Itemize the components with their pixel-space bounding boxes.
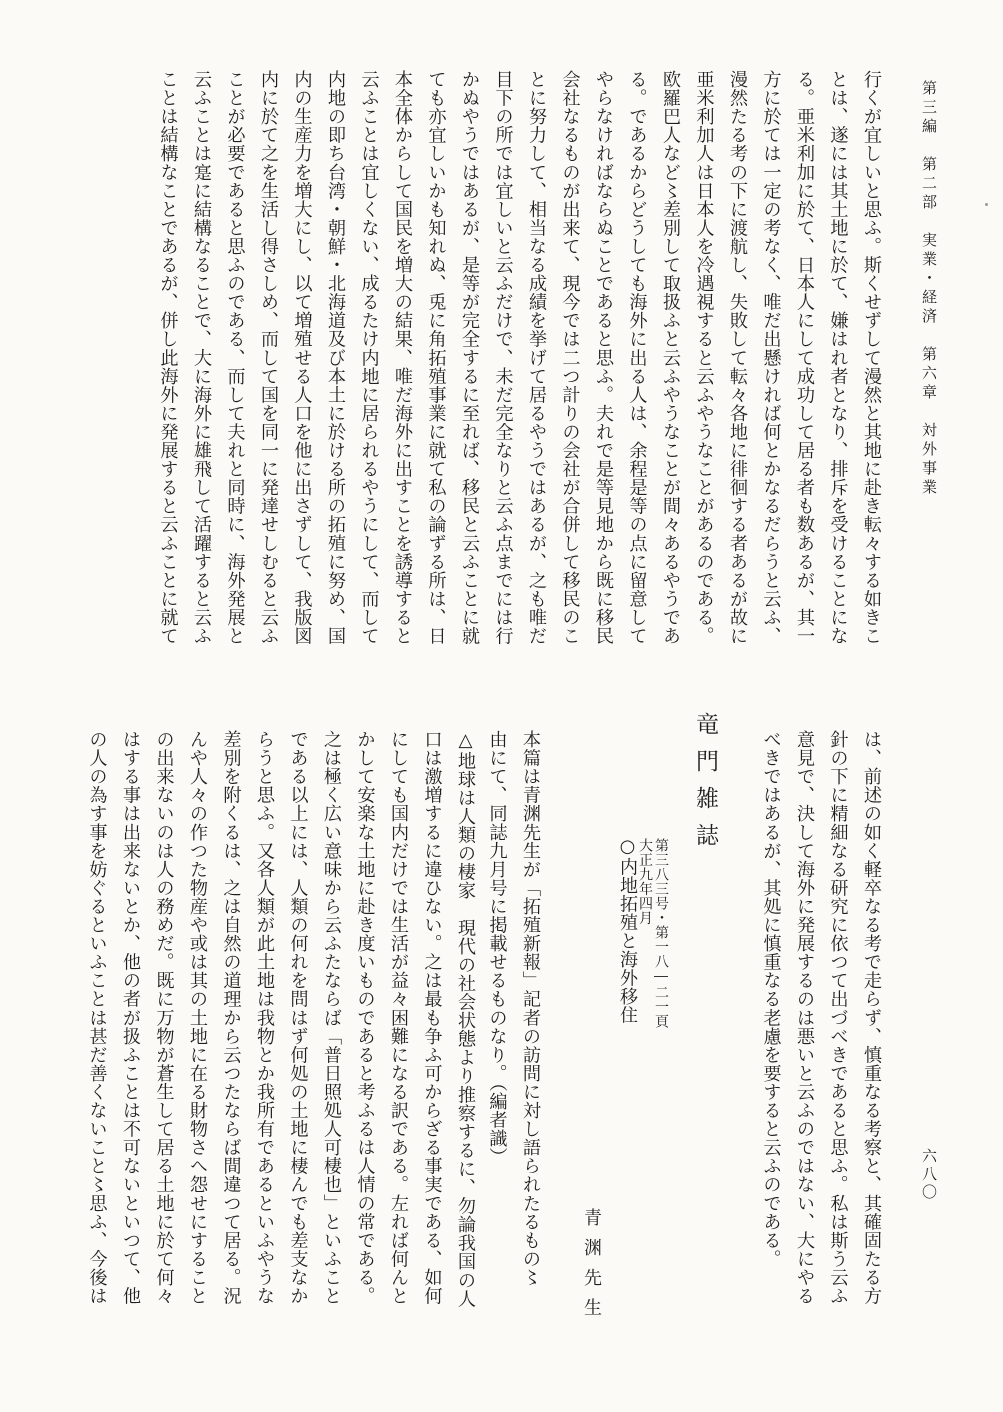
text-line: 差別を附くるは、之は自然の道理から云つたならば間違つて居る。況 — [220, 730, 242, 1306]
text-line: 方に於ては一定の考なく、唯だ出懸ければ何とかなるだらうと云ふ、 — [760, 70, 782, 646]
text-line: かして安楽な土地に赴き度いものであると考ふるは人情の常である。 — [354, 730, 376, 1306]
text-line: かぬやうではあるが、是等が完全するに至れば、移民と云ふことに就 — [459, 70, 480, 646]
text-line: らうと思ふ。又各人類が此土地は我物とか我所有であるといふやうな — [254, 730, 275, 1306]
upper-body-text — [151, 70, 888, 670]
text-line: 本篇は青渊先生が「拓殖新報」記者の訪問に対し語られたるもの〻 — [520, 730, 541, 1287]
text-line: 内地の即ち台湾・朝鮮・北海道及び本土に於ける所の拓殖に努め、国 — [325, 70, 346, 646]
text-line: る。亜米利加に於て、日本人にして成功して居る者も数あるが、其一 — [794, 70, 815, 646]
lower-continuation-text — [754, 730, 888, 1342]
article-title: 竜門雑誌 — [692, 712, 718, 860]
text-line: とは、遂には其土地に於て、嫌はれ者となり、排斥を受けることにな — [827, 70, 849, 646]
text-line: 云ふことは寔に結構なることで、大に海外に雄飛して活躍すると云ふ — [191, 70, 212, 646]
paper-speck — [985, 203, 988, 206]
article-subtitle: ○内地拓殖と海外移住 — [617, 836, 638, 1024]
article-date: 大正九年四月 — [637, 838, 653, 925]
article-issue: 第三八三号・第一八―二一頁 — [653, 838, 669, 1029]
text-line: ことは結構なことであるが、併し此海外に発展すると云ふことに就て — [157, 70, 179, 646]
text-line: る。であるからどうしても海外に出る人は、余程是等の点に留意して — [626, 70, 648, 646]
article-body — [80, 730, 482, 1342]
article-author: 青渊先生 — [581, 1208, 602, 1328]
text-line: 亜米利加人は日本人を冷遇視すると云ふやうなことがあるのである。 — [693, 70, 715, 646]
text-line: △地球は人類の棲家 現代の社会状態より推察するに、勿論我国の人 — [455, 730, 476, 1308]
page-number: 六八〇 — [920, 1148, 938, 1202]
text-line: 口は激増するに違ひない。之は最も争ふ可からざる事実である、如何 — [421, 730, 443, 1306]
running-header: 第三編 第二部 実業・経済 第六章 対外事業 — [920, 80, 938, 498]
text-line: やらなければならぬことであると思ふ。夫れで是等見地から既に移民 — [593, 70, 614, 646]
text-line: 意見で、決して海外に発展するのは悪いと云ふのではない、大にやる — [794, 730, 815, 1306]
text-line: はする事は出来ないとか、他の者が扱ふことは不可ないといつて、他 — [120, 730, 141, 1306]
text-line: 会社なるものが出来て、現今では二つ計りの会社が合併して移民のこ — [559, 70, 581, 646]
text-line: 由にて、同誌九月号に掲載せるものなり。（編者識） — [486, 730, 508, 1167]
text-line: ても亦宜しいかも知れぬ、兎に角拓殖事業に就て私の論ずる所は、日 — [425, 70, 447, 646]
text-line: 漫然たる考の下に渡航し、失敗して転々各地に徘徊する者あるが故に — [727, 70, 748, 646]
text-line: ことが必要であると思ふのである、而して夫れと同時に、海外発展と — [224, 70, 246, 646]
text-line: 云ふことは宜しくない、成るたけ内地に居られるやうにして、而して — [358, 70, 380, 646]
text-line: 針の下に精細なる研究に依つて出づべきであると思ふ。私は斯う云ふ — [827, 730, 849, 1306]
text-line: 内に於て之を生活し得さしめ、而して国を同一に発達せしむると云ふ — [258, 70, 279, 646]
text-line: の出来ないのは人の務めだ。既に万物が蒼生して居る土地に於て何々 — [153, 730, 175, 1306]
text-line: 之は極く広い意味から云ふたならば「普日照処人可棲也」といふこと — [321, 730, 342, 1306]
text-line: んや人々の作つた物産や或は其の土地に在る財物さへ怨せにすること — [187, 730, 208, 1306]
text-line: の人の為す事を妨ぐるといふことは甚だ善くないこと〻思ふ、今後は — [86, 730, 108, 1306]
text-line: 欧羅巴人など〻差別して取扱ふと云ふやうなことが間々あるやうであ — [660, 70, 681, 646]
text-line: 本全体からして国民を増大の結果、唯だ海外に出すことを誘導すると — [392, 70, 413, 646]
text-line: 行くが宜しいと思ふ。斯くせずして漫然と其地に赴き転々する如きこ — [861, 70, 882, 646]
text-line: は、前述の如く軽卒なる考で走らず、慎重なる考察と、其確固たる方 — [861, 730, 882, 1306]
editor-note — [480, 730, 547, 1342]
text-line: べきではあるが、其処に慎重なる老慮を要すると云ふのである。 — [760, 730, 782, 1268]
text-line: 目下の所では宜しいと云ふだけで、未だ完全なりと云ふ点までには行 — [492, 70, 514, 646]
text-line: とに努力して、相当なる成績を挙げて居るやうではあるが、之も唯だ — [526, 70, 547, 646]
text-line: である以上には、人類の何れを問はず何処の土地に棲んでも差支なか — [287, 730, 309, 1306]
text-line: にしても国内だけでは生活が益々困難になる訳である。左れば何んと — [388, 730, 409, 1306]
text-line: 内の生産力を増大にし、以て増殖せる人口を他に出さずして、我版図 — [291, 70, 313, 646]
